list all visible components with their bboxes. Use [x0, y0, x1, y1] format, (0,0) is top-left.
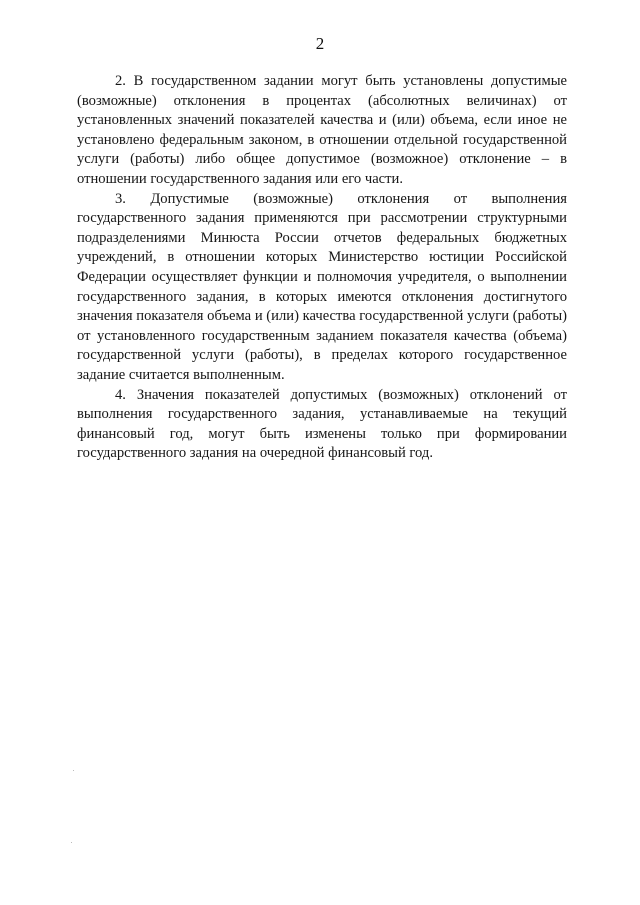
scan-speck [73, 770, 74, 771]
scan-speck [71, 842, 72, 843]
paragraph-2: 2. В государственном задании могут быть установлены допустимые (возможные) отклонения в процентах (абсолютных величинах) от установленных значений показателей качества и (или) объема, если иное не установлено федеральным законом, в отношении отдельной государственной услуги (работы) либо общее допустимое (возможное) отклонение – в отношении государственного задания или его части. [77, 73, 567, 187]
document-body [77, 72, 567, 464]
page-number: 2 [315, 34, 325, 53]
paragraph-3: 3. Допустимые (возможные) отклонения от выполнения государственного задания применяются при рассмотрении структурными подразделениями Минюста России отчетов федеральных бюджетных учреждений, в отношении которых Министерство юстиции Российской Федерации осуществляет функции и полномочия учредителя, о выполнении государственного задания, в которых имеются отклонения достигнутого значения показателя объема и (или) качества государственной услуги (работы) от установленного государственным заданием показателя качества (объема) государственной услуги (работы), в пределах которого государственное задание считается выполненным. [77, 190, 567, 383]
paragraph-4: 4. Значения показателей допустимых (возможных) отклонений от выполнения государственного задания, устанавливаемые на текущий финансовый год, могут быть изменены только при формировании государственного задания на очередной финансовый год. [77, 386, 567, 462]
